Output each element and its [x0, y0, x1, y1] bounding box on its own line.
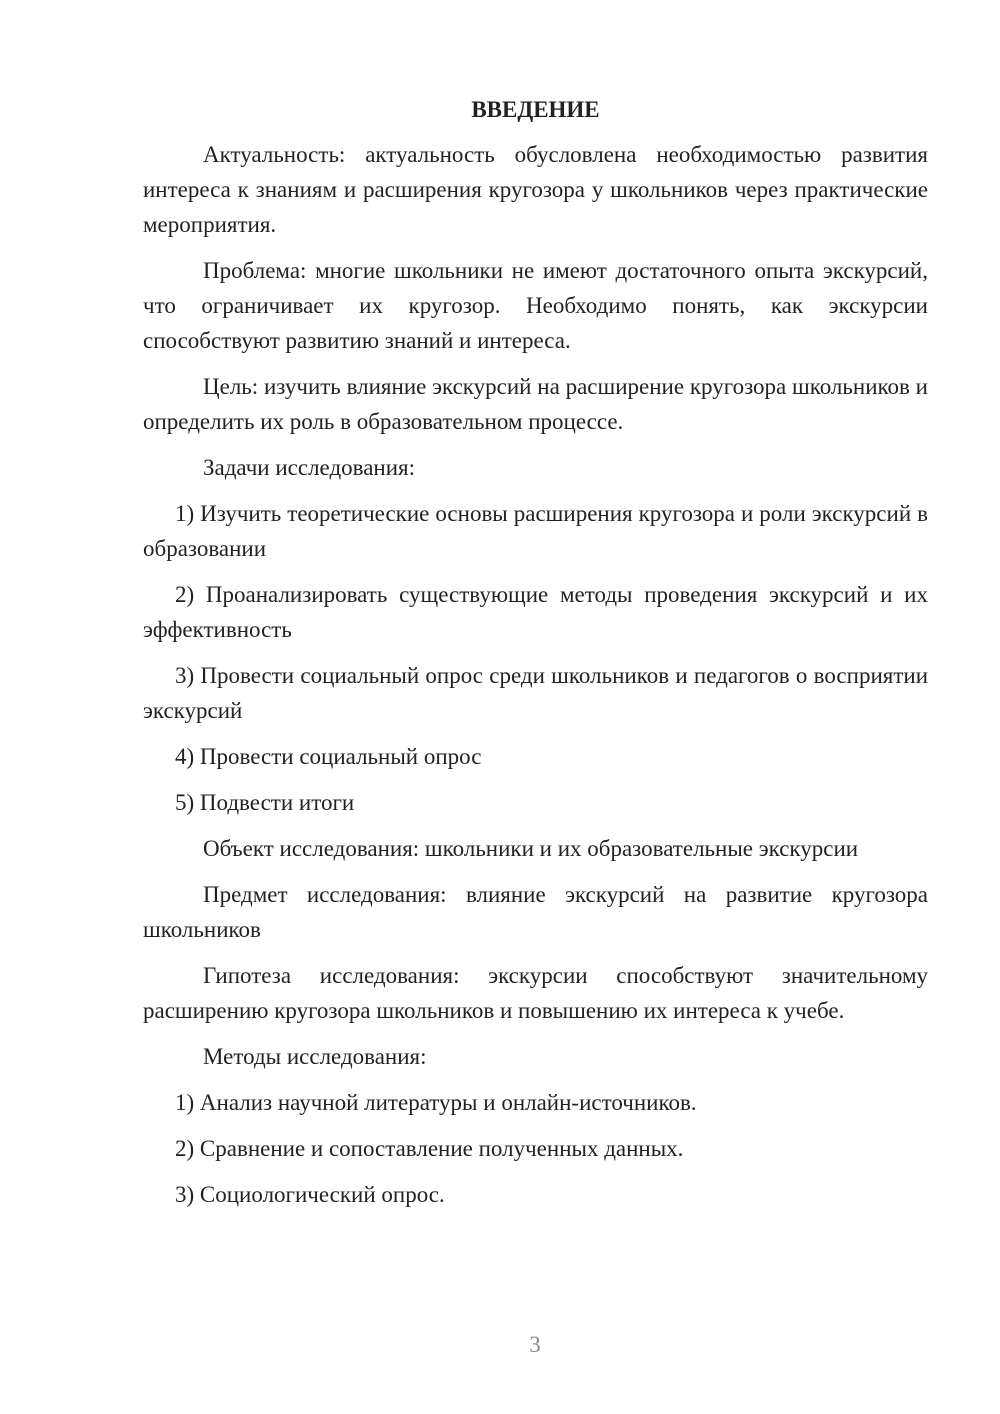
tasks-list [143, 496, 928, 820]
goal-paragraph: Цель: изучить влияние экскурсий на расширение кругозора школьников и определить их роль в образовательном процессе. [143, 374, 928, 434]
tasks-heading: Задачи исследования: [203, 455, 416, 480]
task-item-2: 2) Проанализировать существующие методы проведения экскурсий и их эффективность [143, 582, 928, 642]
object-paragraph: Объект исследования: школьники и их образовательные экскурсии [203, 836, 859, 861]
task-item-1: 1) Изучить теоретические основы расширения кругозора и роли экскурсий в образовании [143, 501, 928, 561]
method-item-3: 3) Социологический опрос. [175, 1182, 445, 1207]
methods-list [143, 1085, 928, 1212]
page-number: 3 [529, 1332, 541, 1357]
document-page [143, 95, 928, 1223]
problem-paragraph: Проблема: многие школьники не имеют достаточного опыта экскурсий, что ограничивает их кругозор. Необходимо понять, как экскурсии способствуют развитию знаний и интереса. [143, 258, 928, 353]
subject-paragraph: Предмет исследования: влияние экскурсий на развитие кругозора школьников [143, 882, 928, 942]
method-item-1: 1) Анализ научной литературы и онлайн-источников. [175, 1090, 697, 1115]
methods-heading: Методы исследования: [203, 1044, 427, 1069]
task-item-5: 5) Подвести итоги [175, 790, 355, 815]
hypothesis-paragraph: Гипотеза исследования: экскурсии способствуют значительному расширению кругозора школьников и повышению их интереса к учебе. [143, 963, 928, 1023]
relevance-paragraph: Актуальность: актуальность обусловлена необходимостью развития интереса к знаниям и расширения кругозора у школьников через практические мероприятия. [143, 142, 928, 237]
task-item-4: 4) Провести социальный опрос [175, 744, 482, 769]
method-item-2: 2) Сравнение и сопоставление полученных данных. [175, 1136, 684, 1161]
task-item-3: 3) Провести социальный опрос среди школьников и педагогов о восприятии экскурсий [143, 663, 928, 723]
page-title: ВВЕДЕНИЕ [471, 97, 600, 122]
